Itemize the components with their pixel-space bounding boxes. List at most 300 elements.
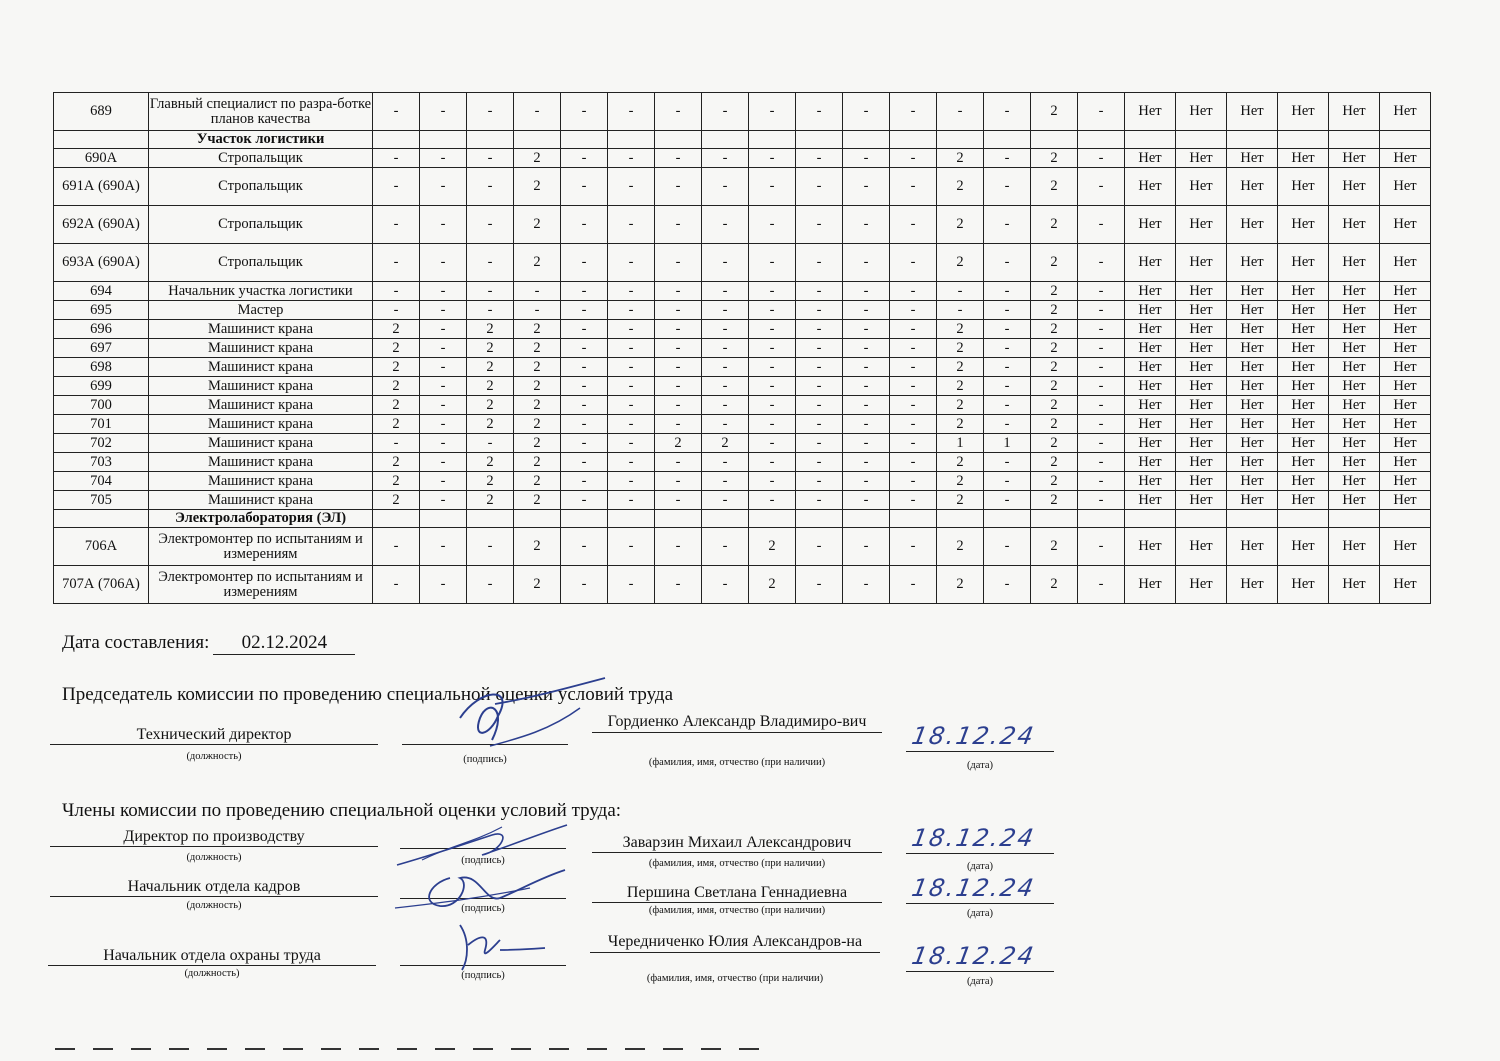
factor-class-cell: - [749,472,796,491]
answer-cell: Нет [1125,453,1176,472]
factor-class-cell: 2 [1031,339,1078,358]
factor-class-cell: 2 [937,358,984,377]
answer-cell: Нет [1227,244,1278,282]
factor-class-cell: - [608,434,655,453]
answer-cell: Нет [1380,472,1431,491]
factor-class-cell: - [655,301,702,320]
answer-cell: Нет [1329,434,1380,453]
member-1-name: Заварзин Михаил Александрович [592,834,882,853]
answer-cell: Нет [1278,93,1329,131]
answer-cell: Нет [1278,301,1329,320]
section-empty-cell [843,131,890,149]
answer-cell: Нет [1278,168,1329,206]
table-row [54,168,1431,206]
answer-cell: Нет [1125,168,1176,206]
chair-date-line [906,751,1054,752]
factor-class-cell: 2 [373,472,420,491]
answer-cell: Нет [1176,434,1227,453]
profession-name: Машинист крана [149,453,373,472]
factor-class-cell: - [984,528,1031,566]
factor-class-cell: - [796,282,843,301]
answer-cell: Нет [1125,358,1176,377]
factor-class-cell: - [984,453,1031,472]
assessment-table [53,92,1431,604]
answer-cell: Нет [1125,491,1176,510]
factor-class-cell: - [373,168,420,206]
section-empty-cell [1176,510,1227,528]
member-2-name: Першина Светлана Геннадиевна [592,884,882,903]
factor-class-cell: 2 [467,339,514,358]
section-empty-cell [561,510,608,528]
factor-class-cell: 2 [373,339,420,358]
answer-cell: Нет [1227,320,1278,339]
factor-class-cell: 2 [1031,358,1078,377]
factor-class-cell: - [561,282,608,301]
member-1-date-line [906,853,1054,854]
factor-class-cell: - [702,301,749,320]
answer-cell: Нет [1227,453,1278,472]
factor-class-cell: - [655,528,702,566]
factor-class-cell: - [702,149,749,168]
section-title: Электролаборатория (ЭЛ) [149,510,373,528]
section-empty-cell [1227,510,1278,528]
factor-class-cell: - [561,434,608,453]
answer-cell: Нет [1176,93,1227,131]
factor-class-cell: 2 [1031,453,1078,472]
factor-class-cell: - [561,168,608,206]
workplace-number: 697 [54,339,149,358]
factor-class-cell: - [420,93,467,131]
factor-class-cell: 2 [514,434,561,453]
table-row [54,415,1431,434]
factor-class-cell: - [796,93,843,131]
member-2-position-caption: (должность) [186,900,242,911]
factor-class-cell: 2 [1031,320,1078,339]
factor-class-cell: - [561,377,608,396]
factor-class-cell: - [796,358,843,377]
factor-class-cell: - [890,434,937,453]
answer-cell: Нет [1329,377,1380,396]
answer-cell: Нет [1125,472,1176,491]
workplace-number: 695 [54,301,149,320]
answer-cell: Нет [1329,149,1380,168]
section-empty-cell [467,131,514,149]
factor-class-cell: 2 [937,244,984,282]
factor-class-cell: - [749,301,796,320]
section-empty-cell [937,131,984,149]
factor-class-cell: - [843,244,890,282]
factor-class-cell: - [702,491,749,510]
section-empty-cell [1125,510,1176,528]
answer-cell: Нет [1380,206,1431,244]
profession-name: Машинист крана [149,396,373,415]
section-empty-cell [1031,131,1078,149]
factor-class-cell: - [843,396,890,415]
factor-class-cell: - [1078,206,1125,244]
factor-class-cell: - [1078,491,1125,510]
factor-class-cell: - [749,434,796,453]
factor-class-cell: 2 [373,377,420,396]
factor-class-cell: 2 [702,434,749,453]
factor-class-cell: - [467,206,514,244]
factor-class-cell: 2 [655,434,702,453]
factor-class-cell: - [608,93,655,131]
section-empty-cell [749,510,796,528]
factor-class-cell: - [1078,415,1125,434]
answer-cell: Нет [1125,377,1176,396]
factor-class-cell: - [467,93,514,131]
factor-class-cell: 2 [467,358,514,377]
profession-name: Машинист крана [149,491,373,510]
factor-class-cell: - [467,149,514,168]
answer-cell: Нет [1380,339,1431,358]
section-empty-cell [749,131,796,149]
section-empty-cell [1380,131,1431,149]
profession-name: Машинист крана [149,415,373,434]
factor-class-cell: - [890,472,937,491]
answer-cell: Нет [1125,282,1176,301]
answer-cell: Нет [1278,472,1329,491]
member-3-name: Чередниченко Юлия Александров-на [590,932,880,953]
factor-class-cell: - [561,244,608,282]
factor-class-cell: - [608,149,655,168]
answer-cell: Нет [1380,149,1431,168]
factor-class-cell: - [608,168,655,206]
factor-class-cell: - [984,339,1031,358]
factor-class-cell: - [561,301,608,320]
profession-name: Машинист крана [149,377,373,396]
factor-class-cell: - [655,472,702,491]
factor-class-cell: 2 [514,396,561,415]
factor-class-cell: - [749,93,796,131]
factor-class-cell: - [984,415,1031,434]
workplace-number: 706А [54,528,149,566]
member-1-handwritten-date: 18.12.24 [909,824,1038,852]
factor-class-cell: - [561,566,608,604]
answer-cell: Нет [1176,320,1227,339]
answer-cell: Нет [1227,566,1278,604]
section-id-cell [54,131,149,149]
member-3-position: Начальник отдела охраны труда [48,947,376,966]
table-row [54,149,1431,168]
table-row [54,377,1431,396]
factor-class-cell: 2 [373,358,420,377]
factor-class-cell: - [843,453,890,472]
factor-class-cell: 1 [937,434,984,453]
factor-class-cell: 2 [514,453,561,472]
factor-class-cell: 2 [373,396,420,415]
workplace-number: 694 [54,282,149,301]
workplace-number: 691А (690А) [54,168,149,206]
factor-class-cell: 2 [937,453,984,472]
answer-cell: Нет [1176,491,1227,510]
factor-class-cell: - [608,301,655,320]
profession-name: Стропальщик [149,244,373,282]
section-empty-cell [984,131,1031,149]
factor-class-cell: - [890,358,937,377]
factor-class-cell: 2 [937,320,984,339]
answer-cell: Нет [1380,491,1431,510]
profession-name: Машинист крана [149,358,373,377]
answer-cell: Нет [1278,491,1329,510]
factor-class-cell: - [420,168,467,206]
answer-cell: Нет [1125,206,1176,244]
factor-class-cell: - [890,339,937,358]
section-title: Участок логистики [149,131,373,149]
answer-cell: Нет [1278,206,1329,244]
factor-class-cell: - [984,396,1031,415]
factor-class-cell: - [655,168,702,206]
answer-cell: Нет [1278,358,1329,377]
profession-name: Машинист крана [149,434,373,453]
workplace-number: 689 [54,93,149,131]
factor-class-cell: - [655,206,702,244]
section-empty-cell [608,131,655,149]
factor-class-cell: 2 [1031,566,1078,604]
section-empty-cell [702,131,749,149]
compilation-date [62,632,355,655]
factor-class-cell: - [984,491,1031,510]
factor-class-cell: - [561,453,608,472]
factor-class-cell: 2 [514,206,561,244]
factor-class-cell: - [1078,149,1125,168]
answer-cell: Нет [1278,149,1329,168]
factor-class-cell: - [420,415,467,434]
factor-class-cell: 2 [1031,282,1078,301]
answer-cell: Нет [1227,491,1278,510]
factor-class-cell: - [937,93,984,131]
answer-cell: Нет [1176,377,1227,396]
answer-cell: Нет [1329,528,1380,566]
factor-class-cell: - [984,566,1031,604]
factor-class-cell: 2 [467,396,514,415]
factor-class-cell: - [467,244,514,282]
answer-cell: Нет [1125,566,1176,604]
factor-class-cell: - [655,453,702,472]
answer-cell: Нет [1227,472,1278,491]
table-row [54,396,1431,415]
factor-class-cell: - [937,301,984,320]
factor-class-cell: 2 [373,415,420,434]
factor-class-cell: - [843,528,890,566]
section-empty-cell [937,510,984,528]
factor-class-cell: - [843,358,890,377]
factor-class-cell: - [702,206,749,244]
table-row [54,339,1431,358]
chair-signature-image [420,668,620,768]
answer-cell: Нет [1278,282,1329,301]
factor-class-cell: - [608,358,655,377]
member-3-date-line [906,971,1054,972]
factor-class-cell: - [796,566,843,604]
factor-class-cell: - [420,396,467,415]
factor-class-cell: - [702,396,749,415]
factor-class-cell: - [843,206,890,244]
table-row [54,282,1431,301]
table-row [54,301,1431,320]
answer-cell: Нет [1329,282,1380,301]
answer-cell: Нет [1227,358,1278,377]
compilation-date-value: 02.12.2024 [213,632,355,655]
factor-class-cell: - [796,434,843,453]
factor-class-cell: - [420,282,467,301]
section-empty-cell [1078,510,1125,528]
factor-class-cell: - [420,320,467,339]
section-empty-cell [1329,510,1380,528]
workplace-number: 690А [54,149,149,168]
answer-cell: Нет [1227,339,1278,358]
factor-class-cell: - [1078,434,1125,453]
factor-class-cell: - [702,566,749,604]
factor-class-cell: 2 [1031,149,1078,168]
factor-class-cell: - [702,244,749,282]
workplace-number: 703 [54,453,149,472]
factor-class-cell: - [467,528,514,566]
workplace-number: 707А (706А) [54,566,149,604]
factor-class-cell: 2 [467,377,514,396]
section-empty-cell [1176,131,1227,149]
section-empty-cell [608,510,655,528]
answer-cell: Нет [1329,415,1380,434]
factor-class-cell: - [890,206,937,244]
factor-class-cell: - [890,491,937,510]
profession-name: Стропальщик [149,149,373,168]
factor-class-cell: - [749,206,796,244]
factor-class-cell: - [890,453,937,472]
member-3-handwritten-date: 18.12.24 [909,942,1038,970]
answer-cell: Нет [1176,396,1227,415]
member-3-fio-caption: (фамилия, имя, отчество (при наличии) [646,973,824,984]
factor-class-cell: 2 [514,566,561,604]
factor-class-cell: - [467,168,514,206]
factor-class-cell: - [420,472,467,491]
factor-class-cell: 2 [1031,528,1078,566]
factor-class-cell: - [937,282,984,301]
answer-cell: Нет [1380,377,1431,396]
factor-class-cell: 2 [467,472,514,491]
answer-cell: Нет [1278,453,1329,472]
factor-class-cell: - [796,320,843,339]
answer-cell: Нет [1227,396,1278,415]
answer-cell: Нет [1380,244,1431,282]
factor-class-cell: - [655,566,702,604]
factor-class-cell: 2 [1031,472,1078,491]
section-empty-cell [514,131,561,149]
factor-class-cell: - [373,528,420,566]
answer-cell: Нет [1125,396,1176,415]
answer-cell: Нет [1329,320,1380,339]
factor-class-cell: - [843,282,890,301]
factor-class-cell: 2 [514,244,561,282]
factor-class-cell: - [1078,453,1125,472]
section-empty-cell [655,131,702,149]
answer-cell: Нет [1329,168,1380,206]
factor-class-cell: - [749,244,796,282]
factor-class-cell: - [561,358,608,377]
answer-cell: Нет [1176,339,1227,358]
factor-class-cell: 2 [1031,396,1078,415]
factor-class-cell: - [796,453,843,472]
profession-name: Машинист крана [149,339,373,358]
factor-class-cell: 2 [1031,206,1078,244]
member-1-fio-caption: (фамилия, имя, отчество (при наличии) [648,858,826,869]
factor-class-cell: 2 [1031,93,1078,131]
table-row [54,491,1431,510]
answer-cell: Нет [1380,415,1431,434]
factor-class-cell: - [843,93,890,131]
factor-class-cell: - [984,320,1031,339]
factor-class-cell: - [420,434,467,453]
section-empty-cell [702,510,749,528]
factor-class-cell: - [420,149,467,168]
factor-class-cell: 2 [373,491,420,510]
factor-class-cell: - [420,377,467,396]
answer-cell: Нет [1278,244,1329,282]
factor-class-cell: - [796,415,843,434]
factor-class-cell: - [843,415,890,434]
factor-class-cell: - [373,206,420,244]
factor-class-cell: 2 [1031,491,1078,510]
factor-class-cell: - [655,396,702,415]
factor-class-cell: 2 [514,168,561,206]
factor-class-cell: - [655,415,702,434]
workplace-number: 700 [54,396,149,415]
section-empty-cell [890,131,937,149]
factor-class-cell: - [890,301,937,320]
factor-class-cell: 2 [514,149,561,168]
answer-cell: Нет [1329,358,1380,377]
member-1-position-caption: (должность) [186,852,242,863]
answer-cell: Нет [1380,396,1431,415]
answer-cell: Нет [1227,282,1278,301]
factor-class-cell: - [420,244,467,282]
answer-cell: Нет [1227,149,1278,168]
factor-class-cell: 2 [467,415,514,434]
section-empty-cell [561,131,608,149]
factor-class-cell: - [608,320,655,339]
factor-class-cell: - [843,320,890,339]
member-2-handwritten-date: 18.12.24 [909,874,1038,902]
workplace-number: 702 [54,434,149,453]
factor-class-cell: 2 [1031,168,1078,206]
answer-cell: Нет [1227,301,1278,320]
factor-class-cell: - [890,93,937,131]
factor-class-cell: - [1078,396,1125,415]
factor-class-cell: - [420,358,467,377]
answer-cell: Нет [1176,566,1227,604]
answer-cell: Нет [1380,453,1431,472]
factor-class-cell: - [373,566,420,604]
answer-cell: Нет [1125,93,1176,131]
factor-class-cell: - [1078,566,1125,604]
factor-class-cell: - [890,244,937,282]
factor-class-cell: 2 [749,566,796,604]
factor-class-cell: 2 [749,528,796,566]
section-row [54,131,1431,149]
answer-cell: Нет [1125,301,1176,320]
answer-cell: Нет [1227,434,1278,453]
factor-class-cell: 2 [1031,434,1078,453]
factor-class-cell: - [749,396,796,415]
member-2-date-caption: (дата) [966,908,994,919]
factor-class-cell: - [1078,528,1125,566]
table-row [54,358,1431,377]
section-empty-cell [796,131,843,149]
factor-class-cell: - [608,206,655,244]
workplace-number: 692А (690А) [54,206,149,244]
factor-class-cell: 2 [514,491,561,510]
section-empty-cell [373,510,420,528]
